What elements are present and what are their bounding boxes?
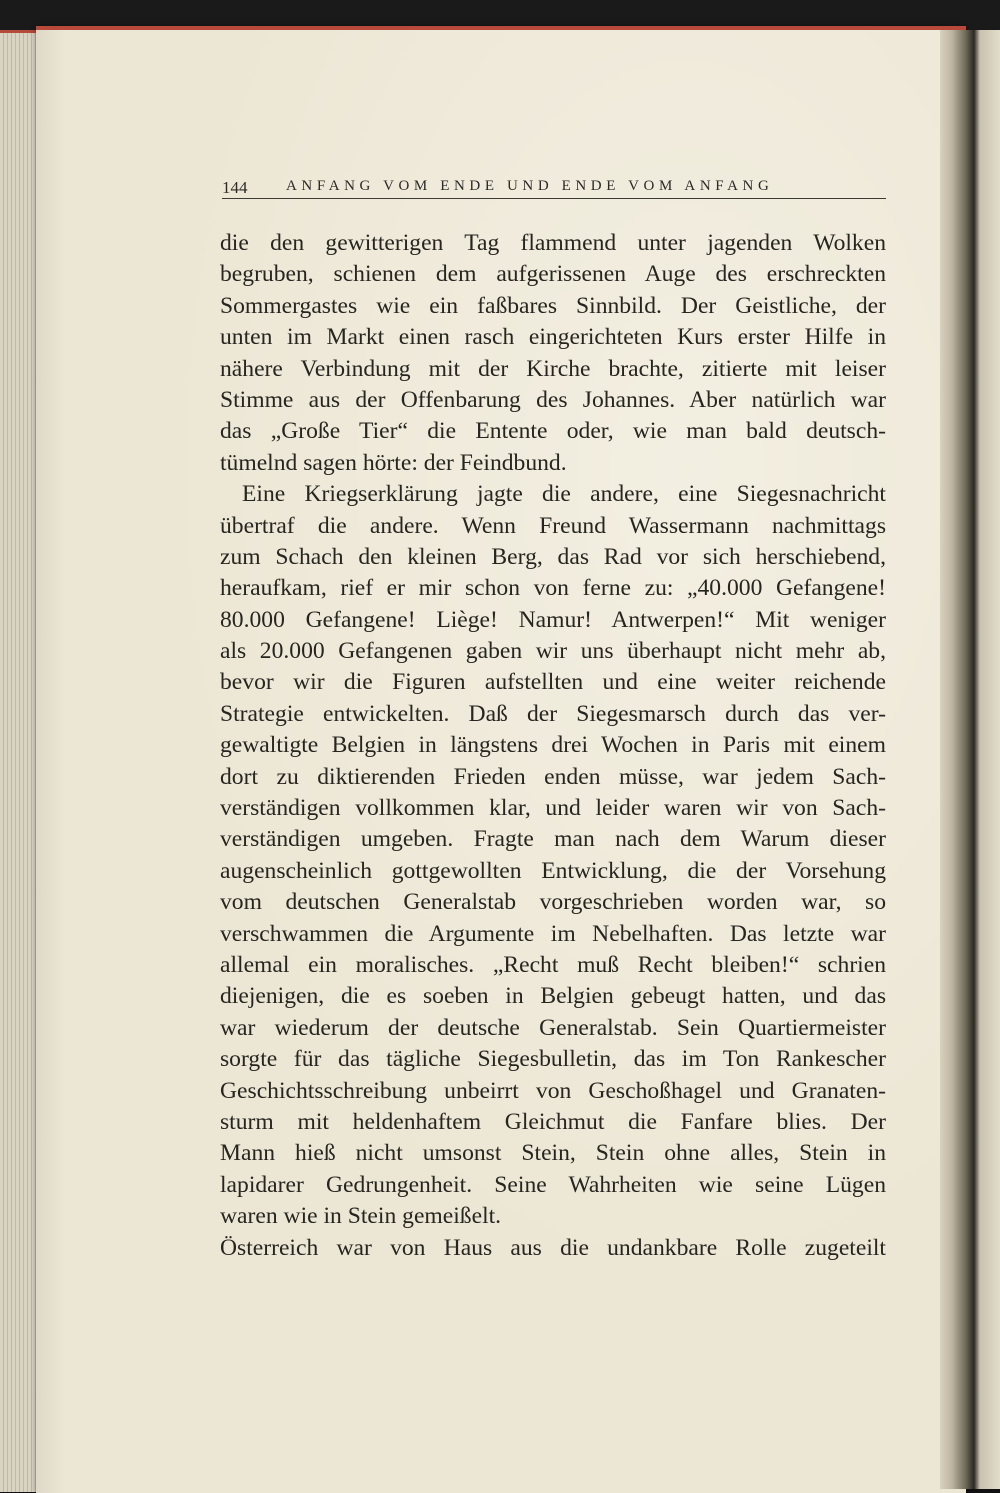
text-line: Stimme aus der Offenbarung des Johannes. Aber natürlich war — [220, 386, 886, 413]
text-line: verständigen vollkommen klar, und leider waren wir von Sach- — [220, 795, 886, 822]
text-line: als 20.000 Gefangenen gaben wir uns überhaupt nicht mehr ab, — [220, 638, 886, 665]
text-line: heraufkam, rief er mir schon von ferne zu: „40.000 Gefangene! — [220, 575, 886, 602]
text-line: tümelnd sagen hörte: der Feindbund. — [220, 449, 567, 476]
text-line: Strategie entwickelten. Daß der Siegesmarsch durch das ver- — [220, 700, 886, 727]
text-line: das „Große Tier“ die Entente oder, wie man bald deutsch- — [220, 418, 886, 445]
running-head — [222, 170, 886, 200]
text-line: unten im Markt einen rasch eingerichteten Kurs erster Hilfe in — [220, 324, 886, 351]
text-line: zum Schach den kleinen Berg, das Rad vor sich herschiebend, — [220, 543, 886, 570]
text-line: dort zu diktierenden Frieden enden müsse, war jedem Sach- — [220, 763, 886, 790]
text-line: Mann hieß nicht umsonst Stein, Stein ohne alles, Stein in — [220, 1140, 886, 1167]
text-line: sorgte für das tägliche Siegesbulletin, das im Ton Rankescher — [220, 1046, 886, 1073]
text-line: Österreich war von Haus aus die undankbare Rolle zugeteilt — [220, 1234, 886, 1261]
text-line: allemal ein moralisches. „Recht muß Recht bleiben!“ schrien — [220, 951, 886, 978]
text-line: Eine Kriegserklärung jagte die andere, eine Siegesnachricht — [242, 481, 886, 508]
text-line: augenscheinlich gottgewollten Entwicklung, die der Vorsehung — [220, 857, 886, 884]
body-text — [220, 228, 886, 1264]
book-gutter — [940, 30, 1000, 1489]
text-line: übertraf die andere. Wenn Freund Wassermann nachmittags — [220, 512, 886, 539]
text-line: waren wie in Stein gemeißelt. — [220, 1203, 502, 1230]
text-line: nähere Verbindung mit der Kirche brachte, zitierte mit leiser — [220, 355, 886, 382]
text-line: lapidarer Gedrungenheit. Seine Wahrheiten wie seine Lügen — [220, 1171, 886, 1198]
text-line: 80.000 Gefangene! Liège! Namur! Antwerpen!“ Mit weniger — [220, 606, 886, 633]
text-line: begruben, schienen dem aufgerissenen Auge des erschreckten — [220, 261, 886, 288]
page-number: 144 — [222, 178, 248, 197]
text-line: Geschichtsschreibung unbeirrt von Geschoßhagel und Granaten- — [220, 1077, 886, 1104]
text-line: verständigen umgeben. Fragte man nach dem Warum dieser — [220, 826, 886, 853]
text-line: war wiederum der deutsche Generalstab. Sein Quartiermeister — [220, 1014, 886, 1041]
running-title: ANFANG VOM ENDE UND ENDE VOM ANFANG — [286, 178, 774, 194]
text-line: gewaltigte Belgien in längstens drei Wochen in Paris mit einem — [220, 732, 886, 759]
text-line: Sommergastes wie ein faßbares Sinnbild. Der Geistliche, der — [220, 292, 886, 319]
text-line: sturm mit heldenhaftem Gleichmut die Fanfare blies. Der — [220, 1108, 886, 1135]
page-edges-stack — [0, 30, 40, 1492]
text-line: die den gewitterigen Tag flammend unter jagenden Wolken — [220, 230, 886, 256]
header-rule — [222, 198, 886, 199]
text-line: diejenigen, die es soeben in Belgien gebeugt hatten, und das — [220, 983, 886, 1010]
text-line: bevor wir die Figuren aufstellten und eine weiter reichende — [220, 669, 886, 696]
text-line: verschwammen die Argumente im Nebelhaften. Das letzte war — [220, 920, 886, 947]
text-line: vom deutschen Generalstab vorgeschrieben worden war, so — [220, 889, 886, 916]
